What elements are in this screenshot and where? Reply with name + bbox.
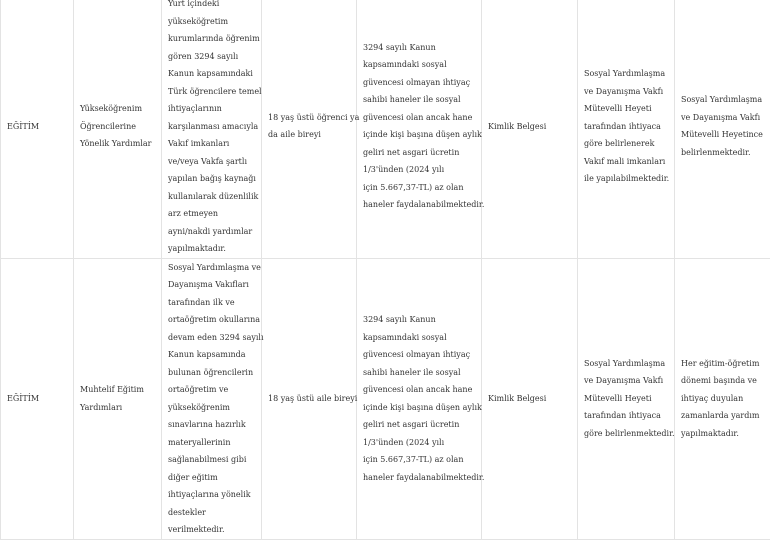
cell-text-line: Yurt içindeki	[168, 0, 257, 13]
cell-text-line: ve Dayanışma Vakfı	[584, 83, 668, 101]
cell-text-line: kapsamındaki sosyal	[363, 329, 475, 347]
cell-text-line: arz etmeyen	[168, 205, 257, 223]
cell-text-line: 1/3'ünden (2024 yılı	[363, 434, 475, 452]
cell-text-line: haneler faydalanabilmektedir.	[363, 469, 475, 487]
cell-text-line: güvencesi olmayan ihtiyaç	[363, 74, 475, 92]
amount-cell	[578, 258, 675, 539]
cell-text-line: 3294 sayılı Kanun	[363, 39, 475, 57]
cell-text-line: içinde kişi başına düşen aylık	[363, 126, 475, 144]
cell-text-line: ve/veya Vakfa şartlı	[168, 153, 257, 171]
cell-text: EĞİTİM	[7, 390, 67, 408]
cell-text-line: ve Dayanışma Vakfı	[584, 372, 668, 390]
eligibility-cell	[262, 0, 357, 258]
cell-text-line: geliri net asgari ücretin	[363, 144, 475, 162]
timing-cell	[675, 258, 770, 539]
cell-text-line: Her eğitim-öğretim	[681, 355, 764, 373]
cell-text-line: sahibi haneler ile sosyal	[363, 91, 475, 109]
condition-cell	[357, 0, 482, 258]
condition-cell	[357, 258, 482, 539]
cell-text-line: ve Dayanışma Vakfı	[681, 109, 764, 127]
program-name-cell	[74, 258, 162, 539]
cell-text-line: içinde kişi başına düşen aylık	[363, 399, 475, 417]
cell-text-line: dönemi başında ve	[681, 372, 764, 390]
table-row	[1, 258, 770, 539]
cell-text-line: yapılmaktadır.	[681, 425, 764, 443]
cell-text-line: Muhtelif Eğitim	[80, 381, 155, 399]
cell-text-line: tarafından ihtiyaca	[584, 407, 668, 425]
cell-text-line: kullanılarak düzenlilik	[168, 188, 257, 206]
table-row	[1, 0, 770, 258]
cell-text-line: yapılan bağış kaynağı	[168, 170, 257, 188]
cell-text-line: ayni/nakdi yardımlar	[168, 223, 257, 241]
document-cell	[482, 0, 578, 258]
category-cell	[1, 258, 74, 539]
cell-text: EĞİTİM	[7, 118, 67, 136]
cell-text-line: gören 3294 sayılı	[168, 48, 257, 66]
cell-text-line: Kanun kapsamında	[168, 346, 257, 364]
cell-text-line: destekler	[168, 504, 257, 522]
cell-text-line: için 5.667,37-TL) az olan	[363, 451, 475, 469]
cell-text-line: Türk öğrencilere temel	[168, 83, 257, 101]
cell-text-line: yükseköğrenim	[168, 399, 257, 417]
cell-text-line: belirlenmektedir.	[681, 144, 764, 162]
cell-text-line: 3294 sayılı Kanun	[363, 311, 475, 329]
cell-text-line: Sosyal Yardımlaşma	[584, 65, 668, 83]
cell-text-line: tarafından ilk ve	[168, 294, 257, 312]
cell-text-line: ortaöğretim ve	[168, 381, 257, 399]
cell-text-line: Yönelik Yardımlar	[80, 135, 155, 153]
cell-text-line: ihtiyaç duyulan	[681, 390, 764, 408]
cell-text-line: geliri net asgari ücretin	[363, 416, 475, 434]
cell-text-line: ihtiyaçlarına yönelik	[168, 486, 257, 504]
cell-text-line: 18 yaş üstü aile bireyi	[268, 390, 350, 408]
cell-text-line: yükseköğretim	[168, 13, 257, 31]
cell-text-line: Mütevelli Heyeti	[584, 100, 668, 118]
cell-text-line: güvencesi olmayan ihtiyaç	[363, 346, 475, 364]
cell-text-line: için 5.667,37-TL) az olan	[363, 179, 475, 197]
cell-text-line: haneler faydalanabilmektedir.	[363, 196, 475, 214]
cell-text-line: Kimlik Belgesi	[488, 118, 571, 136]
cell-text-line: ihtiyaçlarının	[168, 100, 257, 118]
cell-text-line: göre belirlenerek	[584, 135, 668, 153]
cell-text-line: Sosyal Yardımlaşma	[681, 91, 764, 109]
cell-text-line: kurumlarında öğrenim	[168, 30, 257, 48]
cell-text-line: materyallerinin	[168, 434, 257, 452]
cell-text-line: 18 yaş üstü öğrenci ya	[268, 109, 350, 127]
cell-text-line: Öğrencilerine	[80, 118, 155, 136]
cell-text-line: sınavlarına hazırlık	[168, 416, 257, 434]
description-cell	[162, 0, 262, 258]
cell-text-line: güvencesi olan ancak hane	[363, 381, 475, 399]
timing-cell	[675, 0, 770, 258]
cell-text-line: Vakıf mali imkanları	[584, 153, 668, 171]
description-cell	[162, 258, 262, 539]
cell-text-line: Mütevelli Heyeti	[584, 390, 668, 408]
cell-text-line: Kimlik Belgesi	[488, 390, 571, 408]
cell-text-line: da aile bireyi	[268, 126, 350, 144]
cell-text-line: bulunan öğrencilerin	[168, 364, 257, 382]
cell-text-line: verilmektedir.	[168, 521, 257, 539]
cell-text-line: yapılmaktadır.	[168, 240, 257, 258]
cell-text-line: tarafından ihtiyaca	[584, 118, 668, 136]
category-cell	[1, 0, 74, 258]
cell-text-line: Vakıf imkanları	[168, 135, 257, 153]
cell-text-line: Dayanışma Vakıfları	[168, 276, 257, 294]
cell-text-line: güvencesi olan ancak hane	[363, 109, 475, 127]
cell-text-line: kapsamındaki sosyal	[363, 56, 475, 74]
document-cell	[482, 258, 578, 539]
cell-text-line: sahibi haneler ile sosyal	[363, 364, 475, 382]
cell-text-line: sağlanabilmesi gibi	[168, 451, 257, 469]
cell-text-line: karşılanması amacıyla	[168, 118, 257, 136]
cell-text-line: 1/3'ünden (2024 yılı	[363, 161, 475, 179]
cell-text-line: Sosyal Yardımlaşma	[584, 355, 668, 373]
eligibility-cell	[262, 258, 357, 539]
cell-text-line: Sosyal Yardımlaşma ve	[168, 259, 257, 277]
cell-text-line: zamanlarda yardım	[681, 407, 764, 425]
cell-text-line: ortaöğretim okullarına	[168, 311, 257, 329]
cell-text-line: devam eden 3294 sayılı	[168, 329, 257, 347]
cell-text-line: diğer eğitim	[168, 469, 257, 487]
cell-text-line: ile yapılabilmektedir.	[584, 170, 668, 188]
cell-text-line: Yardımları	[80, 399, 155, 417]
cell-text-line: Mütevelli Heyetince	[681, 126, 764, 144]
program-name-cell	[74, 0, 162, 258]
cell-text-line: Kanun kapsamındaki	[168, 65, 257, 83]
cell-text-line: Yükseköğrenim	[80, 100, 155, 118]
cell-text-line: göre belirlenmektedir.	[584, 425, 668, 443]
amount-cell	[578, 0, 675, 258]
